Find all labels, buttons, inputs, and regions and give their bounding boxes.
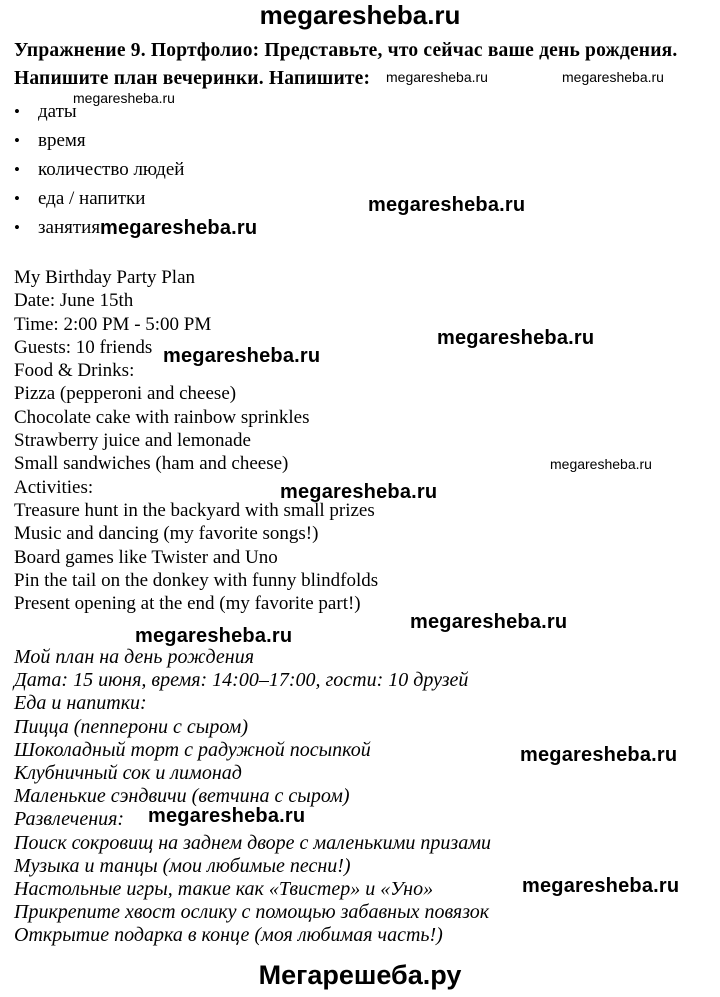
watermark-bold-7: megaresheba.ru: [135, 625, 293, 647]
site-footer-watermark: Мегарешеба.ру: [258, 960, 462, 990]
english-plan-line: Strawberry juice and lemonade: [14, 430, 251, 452]
english-plan-line: Date: June 15th: [14, 290, 134, 312]
russian-plan-line: Еда и напитки:: [14, 692, 147, 715]
watermark-small-4: megaresheba.ru: [550, 456, 652, 472]
russian-plan-line: Маленькие сэндвичи (ветчина с сыром): [14, 785, 350, 808]
watermark-small-2: megaresheba.ru: [562, 69, 664, 85]
english-plan-line: Treasure hunt in the backyard with small prizes: [14, 499, 375, 521]
russian-plan-line: Клубничный сок и лимонад: [14, 762, 242, 785]
bullet-item: • еда / напитки: [14, 184, 184, 213]
russian-plan-line: Дата: 15 июня, время: 14:00–17:00, гости: 10 друзей: [14, 669, 469, 692]
watermark-bold-5: megaresheba.ru: [280, 481, 438, 503]
russian-plan-line: Пицца (пепперони с сыром): [14, 715, 248, 738]
bullet-item: • занятия: [14, 213, 184, 242]
russian-plan-line: Мой план на день рождения: [14, 646, 255, 668]
russian-plan-line: Открытие подарка в конце (моя любимая часть!): [14, 924, 443, 947]
watermark-bold-4: megaresheba.ru: [163, 345, 321, 367]
russian-plan-line: Музыка и танцы (мои любимые песни!): [14, 854, 351, 877]
watermark-small-3: megaresheba.ru: [73, 90, 175, 106]
english-plan-line: Small sandwiches (ham and cheese): [14, 453, 289, 475]
watermark-bold-2: megaresheba.ru: [100, 217, 258, 239]
russian-plan-line: Поиск сокровищ на заднем дворе с маленькими призами: [14, 831, 491, 854]
russian-plan-line: Шоколадный торт с радужной посыпкой: [14, 738, 371, 761]
watermark-bold-1: megaresheba.ru: [368, 194, 526, 216]
english-plan-line: Present opening at the end (my favorite part!): [14, 593, 361, 615]
english-plan-line: Time: 2:00 PM - 5:00 PM: [14, 313, 212, 335]
russian-plan-line: Настольные игры, такие как «Твистер» и «Уно»: [14, 878, 434, 901]
english-plan-line: Music and dancing (my favorite songs!): [14, 523, 319, 545]
english-plan-line: Activities:: [14, 476, 94, 498]
english-plan-block: [14, 266, 574, 615]
bullet-item: • даты: [14, 97, 184, 126]
english-plan-line: Guests: 10 friends: [14, 336, 153, 358]
watermark-bold-6: megaresheba.ru: [410, 611, 568, 633]
watermark-bold-8: megaresheba.ru: [520, 744, 678, 766]
watermark-small-1: megaresheba.ru: [386, 69, 488, 85]
english-plan-line: Pizza (pepperoni and cheese): [14, 383, 237, 405]
english-plan-line: Pin the tail on the donkey with funny blindfolds: [14, 569, 379, 591]
bullet-item: • количество людей: [14, 155, 184, 184]
bullet-item: • время: [14, 126, 184, 155]
site-header-watermark: megaresheba.ru: [259, 0, 461, 30]
english-plan-line: My Birthday Party Plan: [14, 267, 196, 288]
russian-plan-line: Развлечения:: [14, 808, 125, 831]
russian-plan-line: Прикрепите хвост ослику с помощью забавных повязок: [14, 901, 490, 924]
watermark-bold-10: megaresheba.ru: [522, 875, 680, 897]
english-plan-line: Food & Drinks:: [14, 360, 135, 382]
english-plan-line: Board games like Twister and Uno: [14, 546, 278, 568]
russian-plan-block: [14, 646, 634, 948]
exercise-prompt-line2: Напишите план вечеринки. Напишите:: [14, 68, 371, 89]
exercise-prompt-line1: Упражнение 9. Портфолио: Представьте, что сейчас ваше день рождения.: [14, 40, 678, 61]
watermark-bold-9: megaresheba.ru: [148, 805, 306, 827]
watermark-bold-3: megaresheba.ru: [437, 327, 595, 349]
english-plan-line: Chocolate cake with rainbow sprinkles: [14, 406, 310, 428]
